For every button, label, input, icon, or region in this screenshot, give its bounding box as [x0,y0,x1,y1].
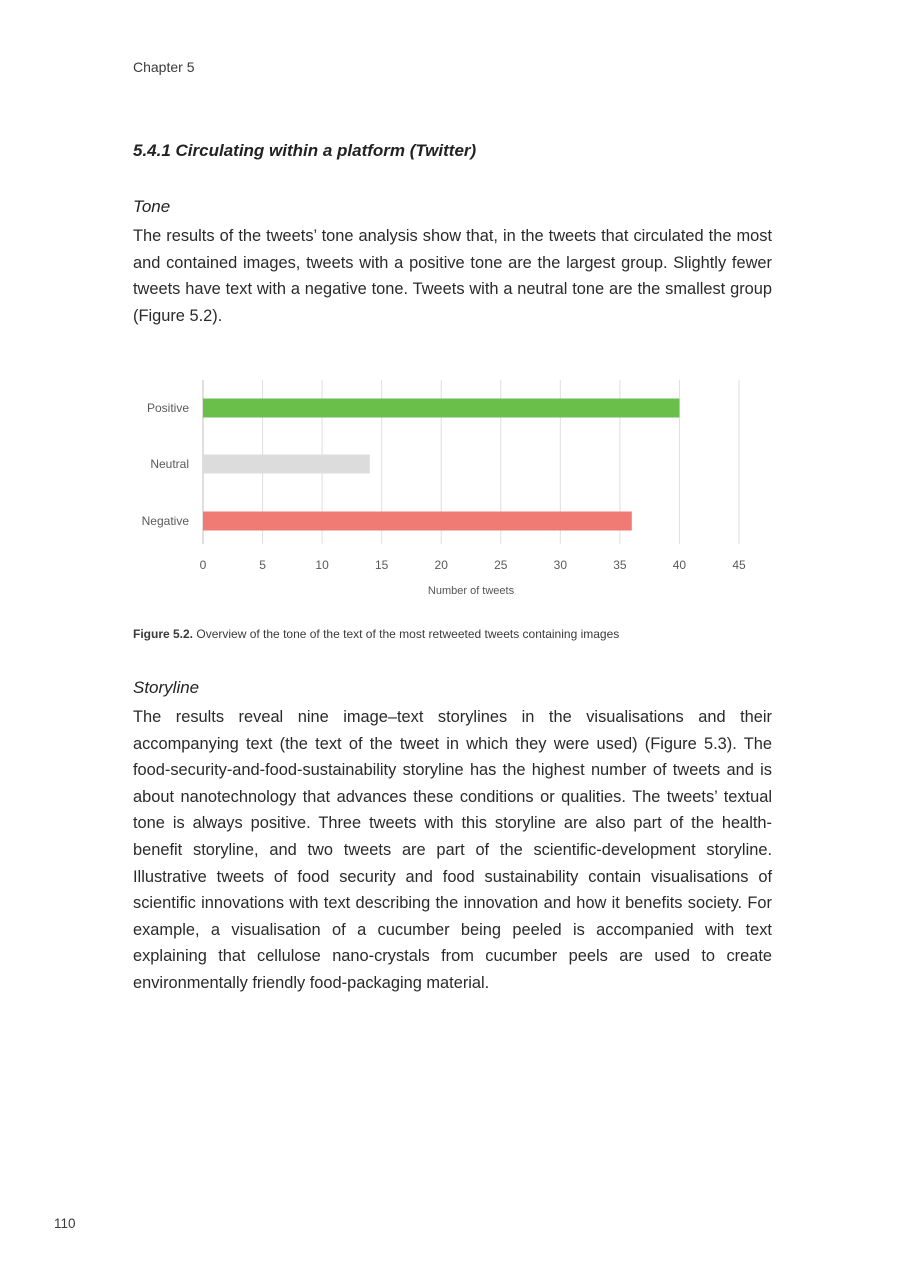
figure-label: Figure 5.2. [133,627,194,641]
running-head: Chapter 5 [133,59,195,75]
chart-category-label-positive: Positive [146,401,189,415]
chart-x-tick-label: 30 [553,558,568,572]
chart-x-axis-label: Number of tweets [427,585,515,597]
section-title: 5.4.1 Circulating within a platform (Twitter) [133,141,477,160]
chart-x-tick-label: 35 [613,558,627,572]
chart-x-tick-label: 15 [374,558,389,572]
tone-heading: Tone [133,197,171,216]
chart-x-tick-label: 45 [732,558,746,572]
tone-bar-chart [125,372,775,604]
chart-category-label-neutral: Neutral [150,457,189,471]
chart-bar-neutral [203,455,370,474]
chart-x-tick-label: 10 [315,558,329,572]
chart-x-tick-label: 40 [672,558,687,572]
chart-x-tick-label: 20 [434,558,448,572]
chart-tick-labels [200,558,746,572]
figure-caption-text: Overview of the tone of the text of the most retweeted tweets containing images [193,627,620,641]
storyline-heading: Storyline [133,678,200,697]
chart-category-label-negative: Negative [141,514,189,528]
tone-paragraph: The results of the tweets’ tone analysis show that, in the tweets that circulated the most and contained images, tweets with a positive tone are the largest group. Slightly fewer tweets have text with a negative tone. Tweets with a neutral tone are the smallest group (Figure 5.2). [133,227,772,325]
chart-x-tick-label: 0 [199,558,207,572]
chart-category-labels [142,401,190,528]
figure-caption [133,627,619,641]
chart-bar-positive [203,399,679,418]
chart-x-tick-label: 5 [259,558,266,572]
storyline-paragraph: The results reveal nine image–text storylines in the visualisations and their accompanying text (the text of the tweet in which they were used) (Figure 5.3). The food-security-and-food-sustainability storyline has the highest number of tweets and is about nanotechnology that advances these conditions or qualities. The tweets’ textual tone is always positive. Three tweets with this storyline are also part of the health-benefit storyline, and two tweets are part of the scientific-development storyline. Illustrative tweets of food security and food sustainability contain visualisations of scientific innovations with text describing the innovation and how it benefits society. For example, a visualisation of a cucumber being peeled is accompanied with text explaining that cellulose nano-crystals from cucumber peels are used to create environmentally friendly food-packaging material. [133,708,772,992]
chart-x-tick-label: 25 [494,558,508,572]
chart-bar-negative [203,512,632,531]
page-number: 110 [54,1216,76,1231]
